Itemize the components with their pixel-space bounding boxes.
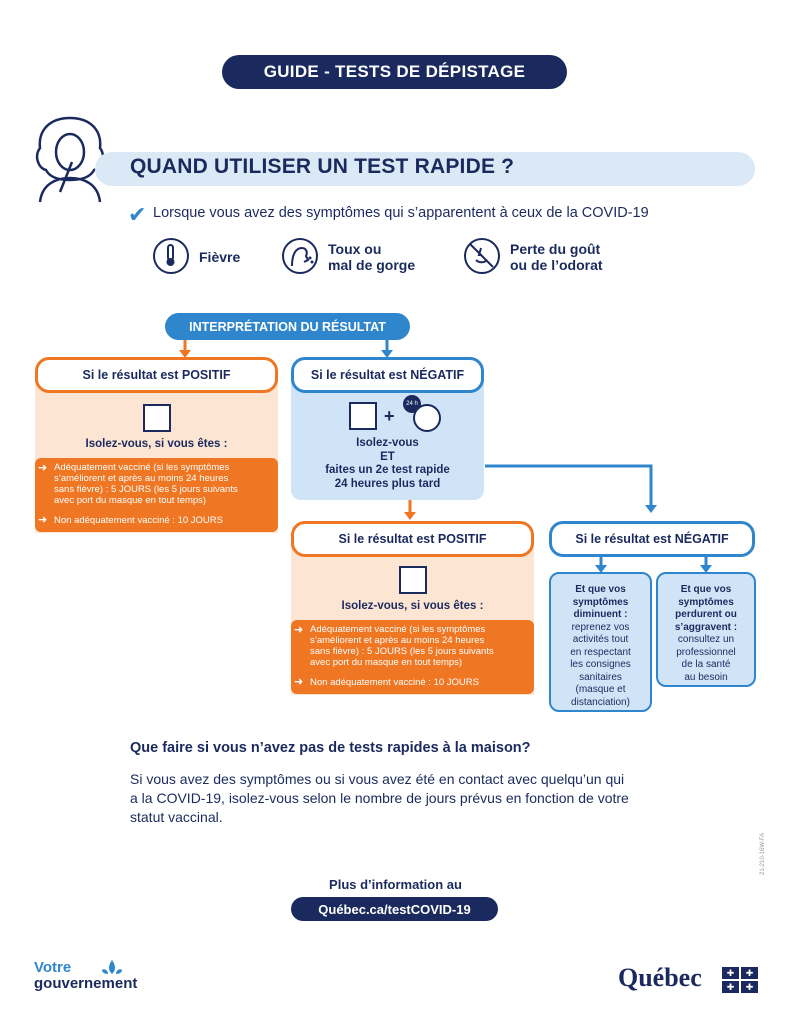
positive1-isolate: Isolez-vous, si vous êtes : (85, 438, 228, 450)
negative1-title: Si le résultat est NÉGATIF (291, 357, 484, 393)
home-isolation-icon (349, 402, 377, 430)
persist-b4: au besoin (684, 671, 728, 683)
diminish-h3: diminuent : (573, 609, 628, 620)
negative1-line2: ET (380, 450, 395, 463)
negative2-title: Si le résultat est NÉGATIF (549, 521, 755, 557)
diminish-b6: (masque et (575, 684, 626, 695)
diminish-b7: distanciation) (571, 696, 630, 708)
persist-b2: professionnel (676, 646, 736, 658)
negative1-line1: Isolez-vous (356, 437, 419, 449)
positive2-vaccinated-l4: avec port du masque en tout temps) (310, 657, 463, 668)
hero-title: QUAND UTILISER UN TEST RAPIDE ? (130, 155, 515, 178)
positive2-title: Si le résultat est POSITIF (291, 521, 534, 557)
person-icon (413, 404, 441, 432)
positive2-isolate: Isolez-vous, si vous êtes : (341, 600, 484, 612)
quebec-logo-wordmark: Québec (618, 963, 702, 992)
persist-h2: symptômes (678, 596, 734, 608)
diminish-body (551, 622, 650, 710)
positive2-vaccinated (310, 624, 532, 668)
negative1-instructions (291, 437, 484, 491)
positive1-vaccinated (54, 462, 276, 506)
fleur-de-lis-icon (96, 958, 128, 976)
negative1-line4: 24 heures plus tard (334, 477, 441, 490)
diminish-heading (551, 584, 650, 622)
positive2-vaccinated-l2: s’améliorent et après au moins 24 heures (310, 635, 485, 646)
positive1-not-vaccinated: Non adéquatement vacciné : 10 JOURS (54, 515, 223, 526)
persist-h4: s’aggravent : (674, 621, 738, 633)
positive1-vaccinated-l2: s’améliorent et après au moins 24 heures (54, 473, 229, 484)
faq-answer (130, 770, 730, 827)
info-url-link[interactable]: Québec.ca/testCOVID-19 (291, 897, 498, 921)
persist-heading (658, 584, 754, 634)
positive2-vaccinated-l3: sans fièvre) : 5 JOURS (les 5 jours suivants (310, 646, 494, 657)
diminish-b1: reprenez vos (571, 621, 630, 633)
diminish-b4: les consignes (570, 659, 631, 670)
more-info-label: Plus d’information au (329, 877, 462, 892)
symptom-taste-line2: ou de l’odorat (510, 257, 603, 273)
faq-answer-l1: Si vous avez des symptômes ou si vous avez été en contact avec quelqu’un qui (130, 771, 625, 787)
diminish-h2: symptômes (572, 596, 629, 608)
timer-icon: 24 h (403, 395, 421, 413)
votre-gouvernement-logo-line1: Votre (34, 959, 72, 976)
diminish-b3: en respectant (570, 646, 631, 658)
faq-question: Que faire si vous n’avez pas de tests rapides à la maison? (130, 740, 531, 756)
diminish-b2: activités tout (572, 634, 629, 645)
symptoms-persist-box (656, 572, 756, 687)
diminish-b5: sanitaires (579, 671, 622, 683)
symptoms-diminish-box (549, 572, 652, 712)
positive1-title: Si le résultat est POSITIF (35, 357, 278, 393)
arrow-right-icon: ➜ (294, 624, 304, 636)
symptom-cough-line1: Toux ou (328, 241, 382, 257)
faq-answer-l3: statut vaccinal. (130, 809, 223, 825)
document-code: 21-210-16W-FA (760, 832, 766, 875)
positive2-not-vaccinated: Non adéquatement vacciné : 10 JOURS (310, 677, 479, 688)
symptom-fever-label: Fièvre (199, 249, 241, 265)
positive1-vaccinated-l3: sans fièvre) : 5 JOURS (les 5 jours suivants (54, 484, 238, 495)
home-isolation-icon (399, 566, 427, 594)
home-isolation-icon (143, 404, 171, 432)
arrow-right-icon: ➜ (294, 676, 304, 688)
persist-h1: Et que vos (680, 584, 732, 595)
votre-gouvernement-logo-line2: gouvernement (34, 975, 138, 992)
quebec-flag-icon: ✚ ✚ ✚ ✚ (722, 967, 758, 993)
diminish-h1: Et que vos (575, 584, 626, 595)
persist-b3: de la santé (681, 659, 731, 670)
faq-answer-l2: a la COVID-19, isolez-vous selon le nombre de jours prévus en fonction de votre (130, 790, 629, 806)
plus-icon: + (384, 406, 395, 426)
negative1-line3: faites un 2e test rapide (325, 464, 450, 476)
arrow-right-icon: ➜ (38, 514, 48, 526)
symptom-cough-line2: mal de gorge (328, 257, 416, 273)
arrow-right-icon: ➜ (38, 462, 48, 474)
positive2-vaccinated-l1: Adéquatement vacciné (si les symptômes (310, 624, 486, 635)
persist-b1: consultez un (677, 634, 735, 645)
positive1-vaccinated-l4: avec port du masque en tout temps) (54, 495, 207, 506)
guide-title: GUIDE - TESTS DE DÉPISTAGE (222, 55, 567, 89)
interpretation-pill: INTERPRÉTATION DU RÉSULTAT (165, 313, 410, 340)
symptom-taste-line1: Perte du goût (510, 241, 601, 257)
persist-body (658, 634, 754, 684)
checkmark-icon: ✔ (128, 202, 147, 227)
positive1-vaccinated-l1: Adéquatement vacciné (si les symptômes (54, 462, 230, 473)
persist-h3: perdurent ou (675, 609, 737, 620)
symptoms-intro: Lorsque vous avez des symptômes qui s’apparentent à ceux de la COVID-19 (153, 205, 649, 221)
